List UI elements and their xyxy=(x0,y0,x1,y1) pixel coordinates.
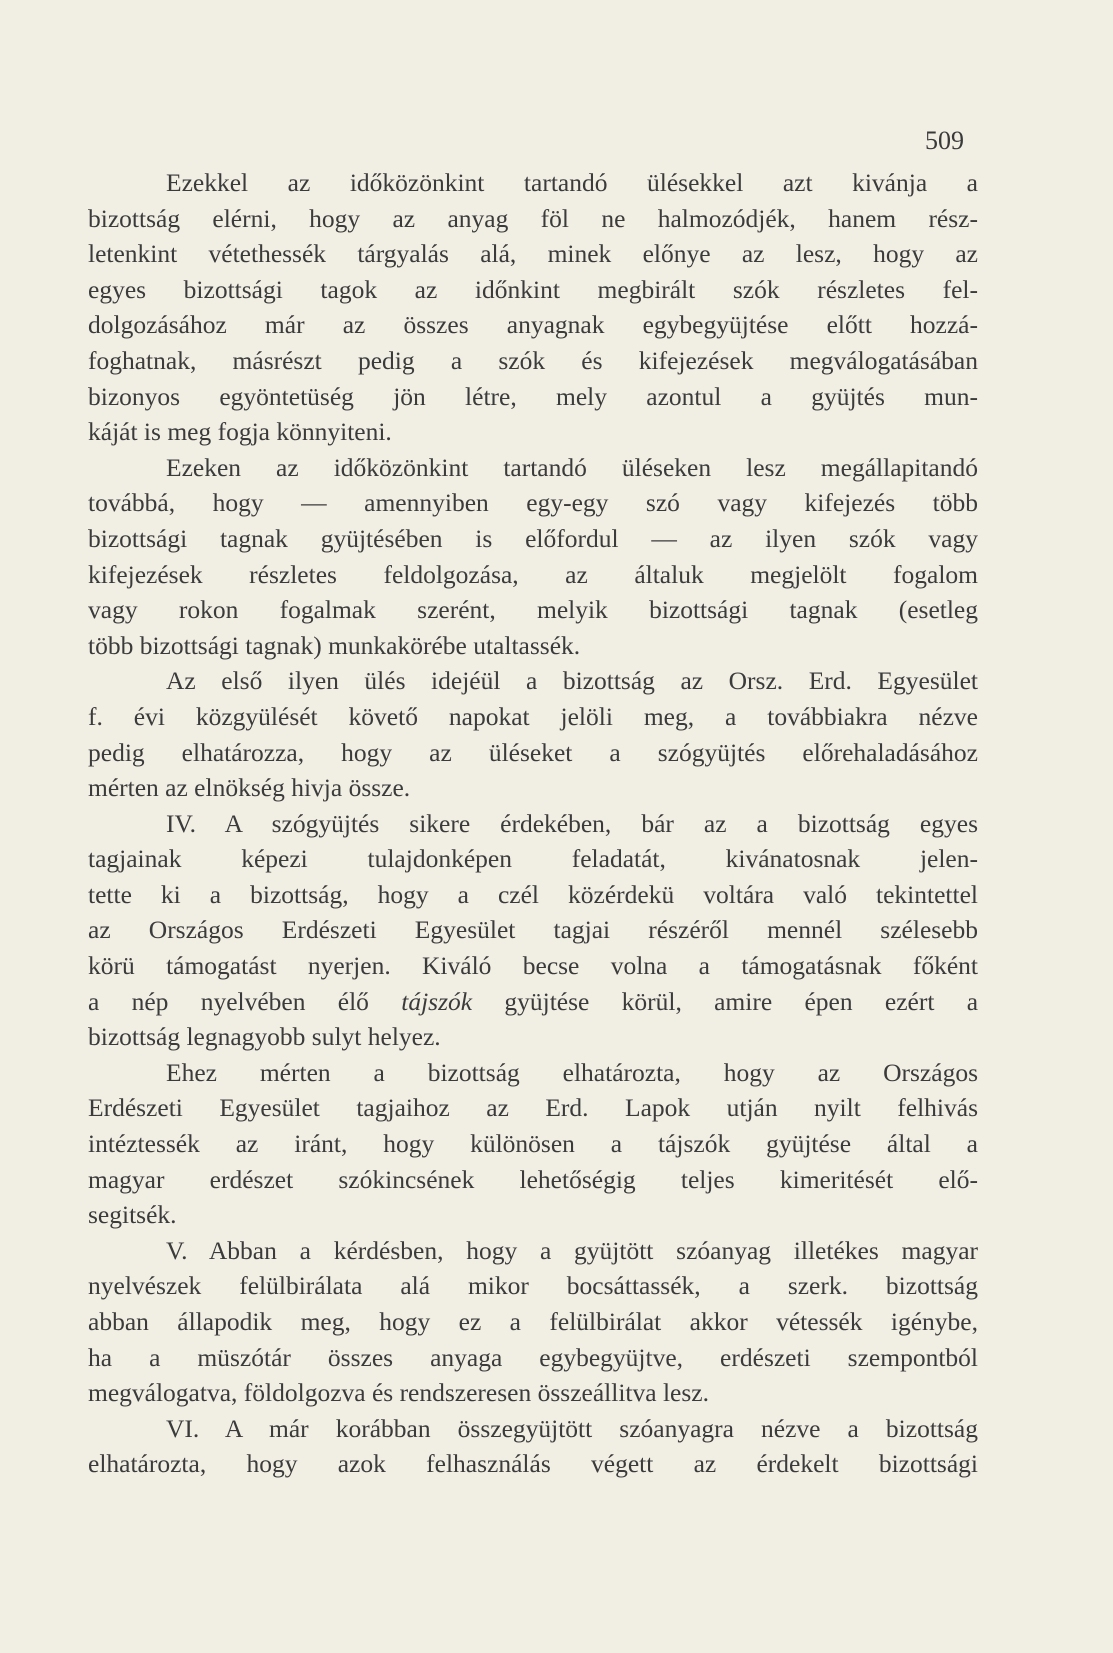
text-line: körü támogatást nyerjen. Kiváló becse volna a támogatásnak főként xyxy=(88,951,978,981)
text-line: dolgozásához már az összes anyagnak egybegyüjtése előtt hozzá- xyxy=(88,310,978,340)
text-line: foghatnak, másrészt pedig a szók és kifejezések megválogatásában xyxy=(88,345,978,375)
text-line: Ezeken az időközönkint tartandó üléseken lesz megállapitandó xyxy=(166,452,978,482)
text-line: Ezekkel az időközönkint tartandó ülésekkel azt kivánja a xyxy=(166,168,978,197)
text-line: ha a müszótár összes anyaga egybegyüjtve, erdészeti szempontból xyxy=(88,1342,978,1372)
text-line: magyar erdészet szókincsének lehetőségig teljes kimeritését elő- xyxy=(88,1164,978,1194)
text-line: abban állapodik meg, hogy ez a felülbirálat akkor vétessék igénybe, xyxy=(88,1307,978,1336)
text-line: letenkint vétethessék tárgyalás alá, minek előnye az lesz, hogy az xyxy=(88,239,978,269)
italic-term: tájszók xyxy=(401,986,473,1016)
text-line: vagy rokon fogalmak szerént, melyik bizottsági tagnak (esetleg xyxy=(88,595,978,625)
text-line: f. évi közgyülését követő napokat jelöli meg, a továbbiakra nézve xyxy=(88,701,978,731)
text-line: V. Abban a kérdésben, hogy a gyüjtött szóanyag illetékes magyar xyxy=(166,1235,978,1265)
text-line: Erdészeti Egyesület tagjaihoz az Erd. Lapok utján nyilt felhivás xyxy=(88,1093,978,1123)
text-line: bizonyos egyöntetüség jön létre, mely azontul a gyüjtés mun- xyxy=(88,381,978,411)
text-line: több bizottsági tagnak) munkakörébe utaltassék. xyxy=(88,630,581,660)
text-line: káját is meg fogja könnyiteni. xyxy=(88,417,392,447)
text-line: továbbá, hogy — amennyiben egy-egy szó vagy kifejezés több xyxy=(88,488,978,518)
text-line: az Országos Erdészeti Egyesület tagjai részéről mennél szélesebb xyxy=(88,915,978,945)
text-line: intéztessék az iránt, hogy különösen a tájszók gyüjtése által a xyxy=(88,1129,978,1159)
page-number: 509 xyxy=(925,126,964,155)
text-line: mérten az elnökség hivja össze. xyxy=(88,773,411,803)
text-line: VI. A már korábban összegyüjtött szóanyagra nézve a bizottság xyxy=(166,1413,978,1443)
text-line: tette ki a bizottság, hogy a czél közérdekü voltára való tekintettel xyxy=(88,879,978,909)
text-line: Ehez mérten a bizottság elhatározta, hogy az Országos xyxy=(166,1057,978,1087)
text-segment: gyüjtése körül, amire épen ezért a xyxy=(472,986,979,1016)
text-line: bizottsági tagnak gyüjtésében is előfordul — az ilyen szók vagy xyxy=(88,523,978,553)
text-line: kifejezések részletes feldolgozása, az általuk megjelölt fogalom xyxy=(88,559,978,589)
text-line: segitsék. xyxy=(88,1200,177,1230)
text-line: Az első ilyen ülés idejéül a bizottság az Orsz. Erd. Egyesület xyxy=(166,666,978,696)
text-line: bizottság elérni, hogy az anyag föl ne halmozódjék, hanem rész- xyxy=(88,203,978,233)
text-segment: a nép nyelvében élő xyxy=(88,986,402,1016)
text-line: nyelvészek felülbirálata alá mikor bocsáttassék, a szerk. bizottság xyxy=(88,1271,978,1301)
text-line: megválogatva, földolgozva és rendszeresen összeállitva lesz. xyxy=(88,1378,709,1408)
text-line: pedig elhatározza, hogy az üléseket a szógyüjtés előrehaladásához xyxy=(88,737,978,767)
body-text xyxy=(88,165,978,1482)
text-line: egyes bizottsági tagok az időnkint megbirált szók részletes fel- xyxy=(88,274,978,304)
text-line: tagjainak képezi tulajdonképen feladatát, kivánatosnak jelen- xyxy=(88,844,978,874)
text-line: IV. A szógyüjtés sikere érdekében, bár az a bizottság egyes xyxy=(166,808,978,838)
text-line xyxy=(88,984,978,1020)
text-line: bizottság legnagyobb sulyt helyez. xyxy=(88,1022,441,1052)
text-line: elhatározta, hogy azok felhasználás végett az érdekelt bizottsági xyxy=(88,1449,978,1479)
